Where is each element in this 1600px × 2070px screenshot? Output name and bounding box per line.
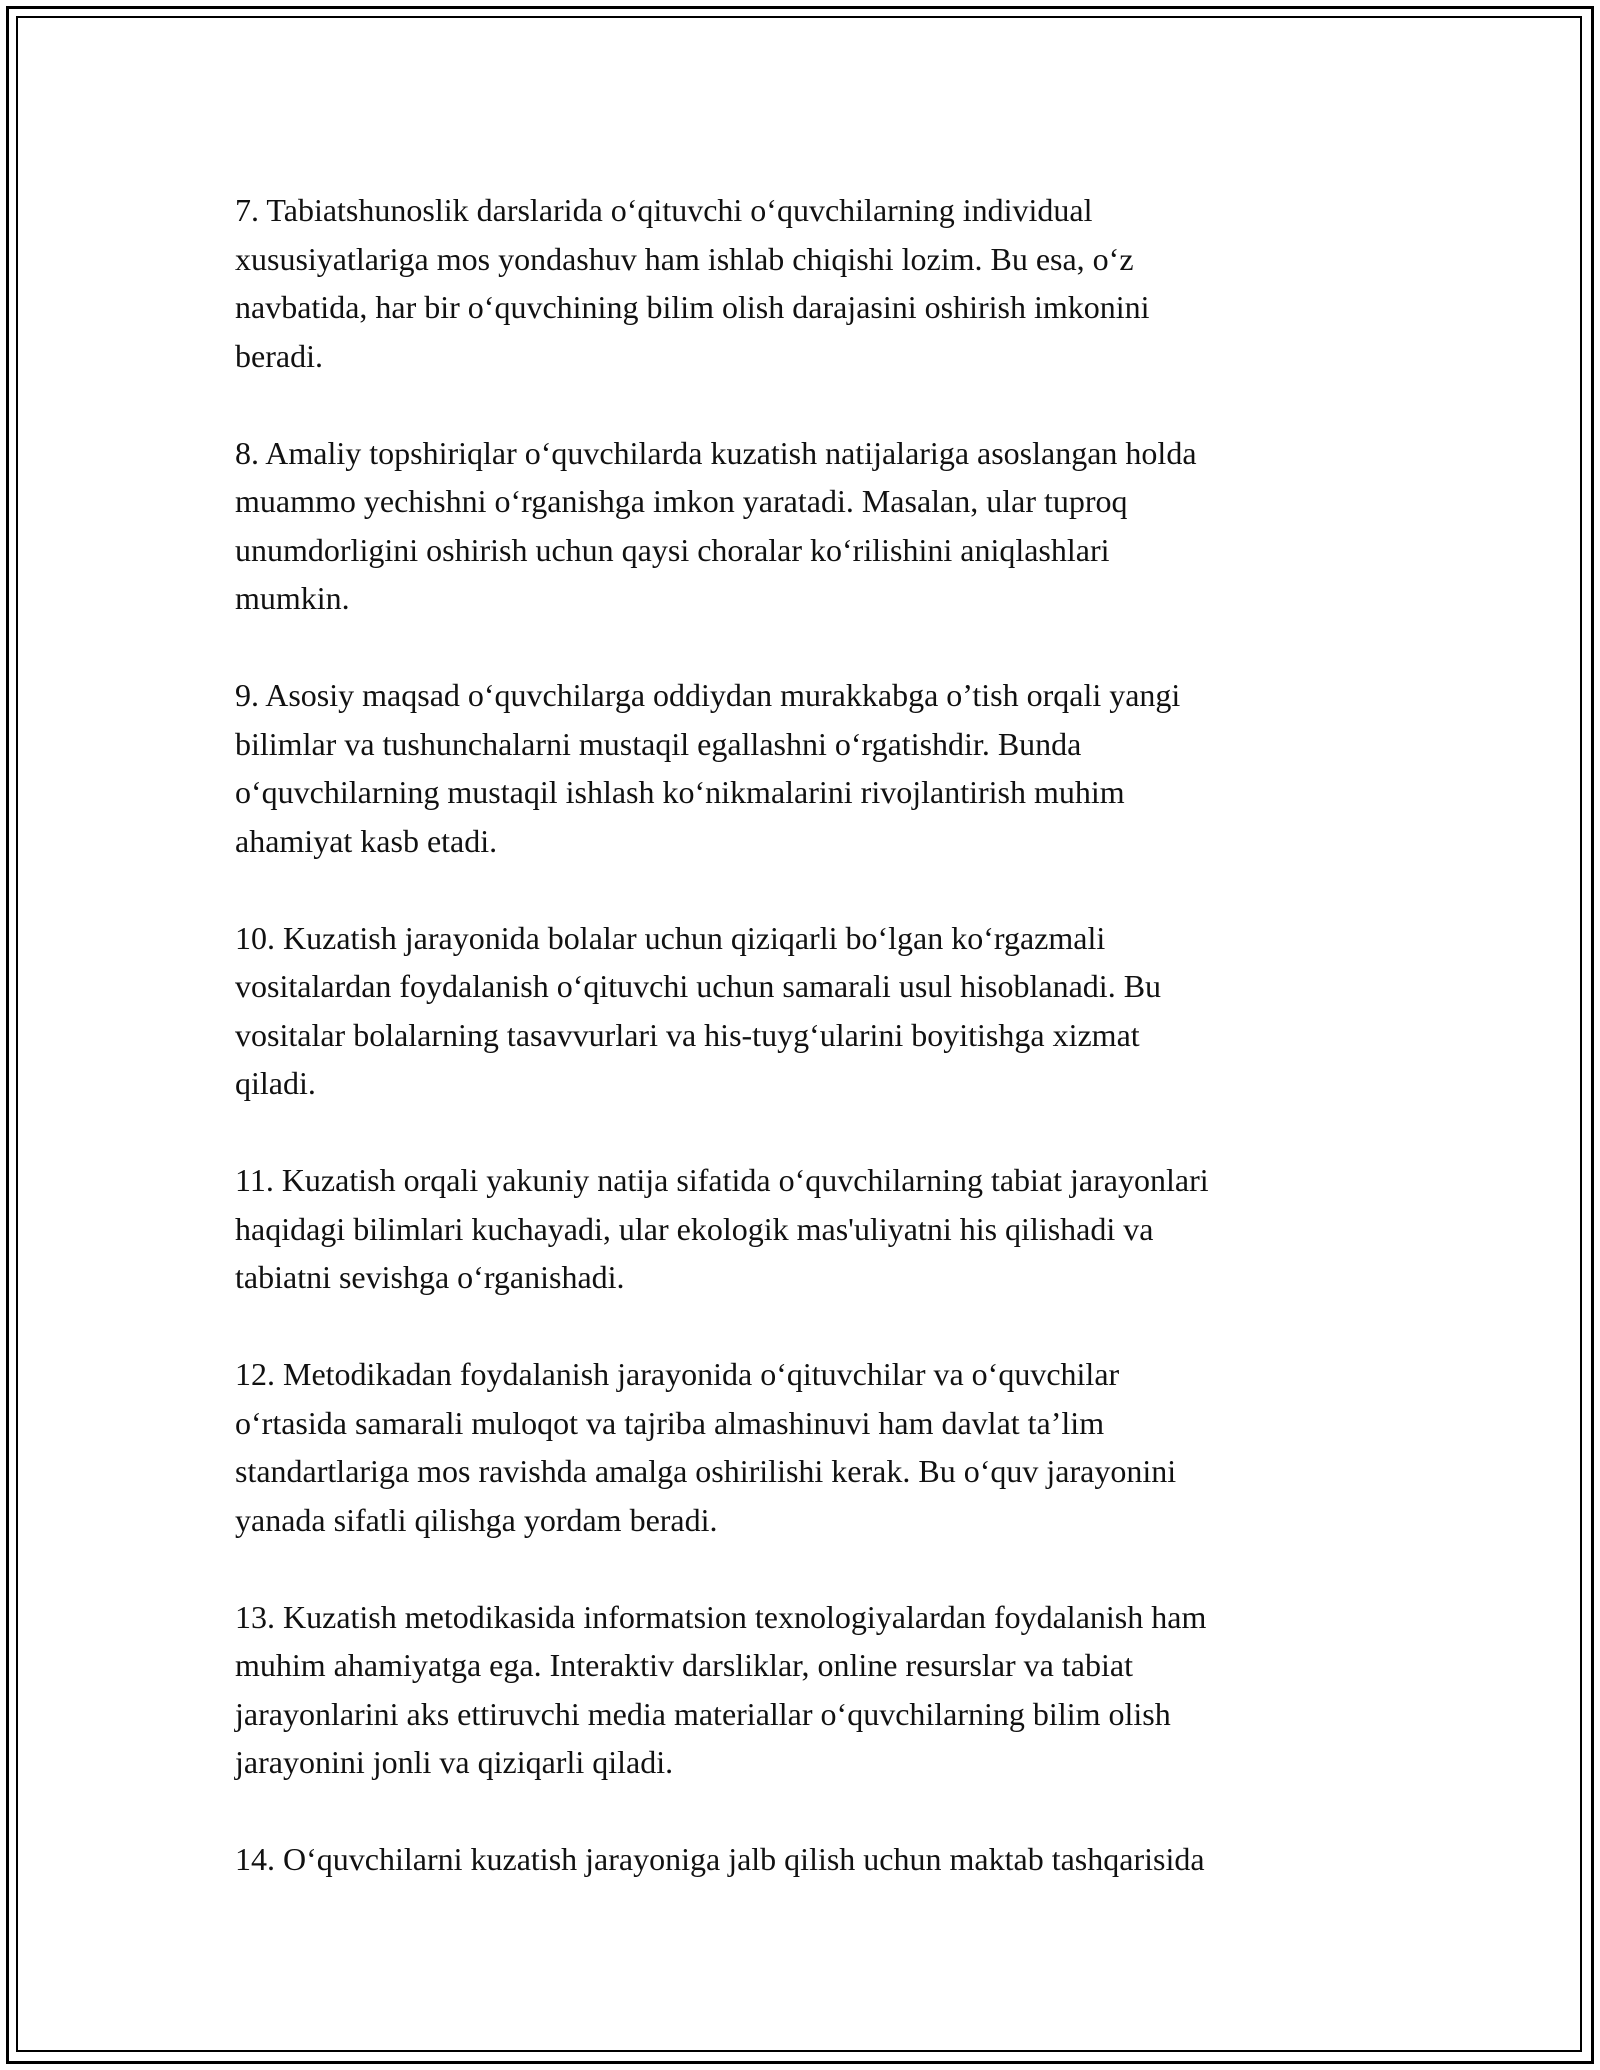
text-line: standartlariga mos ravishda amalga oshirilishi kerak. Bu oʻquv jarayonini [235,1453,1177,1489]
paragraph-13 [235,1593,1375,1787]
text-line: tabiatni sevishga oʻrganishadi. [235,1259,625,1295]
text-line: mumkin. [235,580,350,616]
text-line: xususiyatlariga mos yondashuv ham ishlab chiqishi lozim. Bu esa, oʻz [235,240,1134,277]
document-body [235,186,1375,1932]
text-line: 14. Oʻquvchilarni kuzatish jarayoniga jalb qilish uchun maktab tashqarisida [235,1841,1205,1877]
text-line: 7. Tabiatshunoslik darslarida oʻqituvchi oʻquvchilarning individual [235,192,1093,228]
text-line: bilimlar va tushunchalarni mustaqil egallashni oʻrgatishdir. Bunda [235,725,1082,762]
text-line: ahamiyat kasb etadi. [235,822,498,859]
text-line: qiladi. [235,1065,316,1101]
text-line: oʻrtasida samarali muloqot va tajriba almashinuvi ham davlat ta’lim [235,1404,1105,1441]
text-line: unumdorligini oshirish uchun qaysi choralar koʻrilishini aniqlashlari [235,531,1110,568]
text-line: 9. Asosiy maqsad oʻquvchilarga oddiydan murakkabga o’tish orqali yangi [235,677,1181,713]
text-line: jarayonini jonli va qiziqarli qiladi. [235,1744,674,1780]
text-line: jarayonlarini aks ettiruvchi media materiallar oʻquvchilarning bilim olish [235,1695,1171,1732]
text-line: haqidagi bilimlari kuchayadi, ular ekologik mas'uliyatni his qilishadi va [235,1210,1154,1247]
text-line: 8. Amaliy topshiriqlar oʻquvchilarda kuzatish natijalariga asoslangan holda [235,434,1197,471]
text-line: muammo yechishni oʻrganishga imkon yaratadi. Masalan, ular tuproq [235,483,1128,519]
text-line: oʻquvchilarning mustaqil ishlash koʻnikmalarini rivojlantirish muhim [235,774,1125,810]
paragraph-14 [235,1835,1375,1884]
text-line: 11. Kuzatish orqali yakuniy natija sifatida oʻquvchilarning tabiat jarayonlari [235,1162,1209,1198]
text-line: vositalardan foydalanish oʻqituvchi uchun samarali usul hisoblanadi. Bu [235,968,1162,1004]
paragraph-10 [235,914,1375,1108]
text-line: muhim ahamiyatga ega. Interaktiv darsliklar, online resurslar va tabiat [235,1647,1133,1683]
text-line: yanada sifatli qilishga yordam beradi. [235,1501,718,1538]
paragraph-8 [235,429,1375,623]
paragraph-12 [235,1350,1375,1544]
paragraph-11 [235,1156,1375,1302]
text-line: 10. Kuzatish jarayonida bolalar uchun qiziqarli boʻlgan koʻrgazmali [235,919,1106,956]
text-line: vositalar bolalarning tasavvurlari va his-tuygʻularini boyitishga xizmat [235,1016,1140,1053]
paragraph-7 [235,186,1375,380]
text-line: 13. Kuzatish metodikasida informatsion texnologiyalardan foydalanish ham [235,1598,1207,1635]
paragraph-9 [235,671,1375,865]
text-line: navbatida, har bir oʻquvchining bilim olish darajasini oshirish imkonini [235,289,1150,325]
text-line: 12. Metodikadan foydalanish jarayonida oʻqituvchilar va oʻquvchilar [235,1356,1120,1392]
text-line: beradi. [235,337,323,374]
